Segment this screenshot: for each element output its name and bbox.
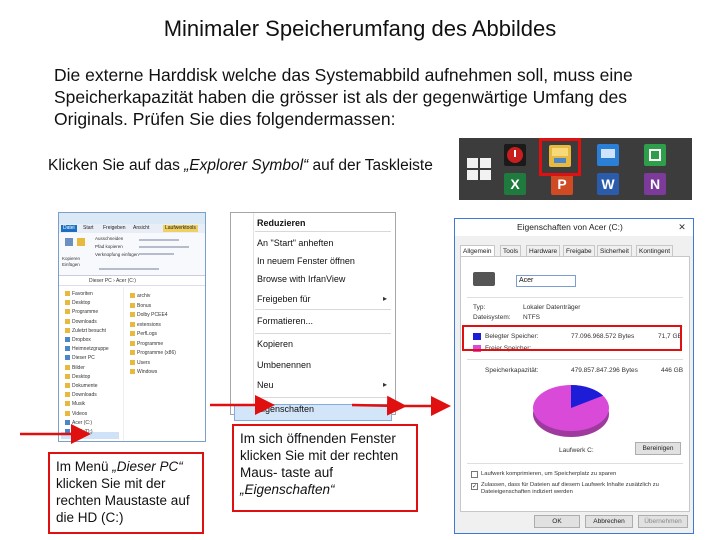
menu-item-label: Umbenennen — [257, 360, 312, 370]
address-text: Dieser PC › Acer (C:) — [89, 278, 136, 284]
file-item-label: Dolby PCEE4 — [137, 312, 168, 318]
menu-item-label: Neu — [257, 380, 274, 390]
step1-suffix: auf der Taskleiste — [308, 157, 433, 174]
onenote-icon[interactable]: N — [644, 173, 666, 195]
drive-name-field[interactable]: Acer — [516, 275, 576, 287]
ribbon-copy[interactable]: Kopieren — [62, 256, 81, 261]
chevron-right-icon: ▸ — [382, 294, 387, 303]
tree-item-label: Acer (C:) — [72, 419, 92, 426]
file-item-label: extensions — [137, 321, 161, 328]
tree-item-label: Bilder — [72, 364, 85, 371]
capacity-label: Speicherkapazität: — [485, 367, 539, 374]
file-item-label: Windows — [137, 369, 158, 375]
used-space-bytes: 77.096.968.572 Bytes — [571, 333, 635, 340]
callout-left-emphasis: „Dieser PC“ — [112, 459, 183, 474]
tree-item-label: Dropbox — [72, 337, 91, 343]
tab-tools[interactable]: Tools — [500, 245, 521, 257]
tree-item-label: Videos — [72, 410, 88, 417]
callout-middle-emphasis: „Eigenschaften“ — [240, 482, 335, 497]
tree-item-label: Dokumente — [72, 383, 98, 389]
tab-freigabe[interactable]: Freigabe — [563, 245, 595, 257]
index-option-label: Zulassen, dass für Dateien auf diesem Laufwerk Inhalte zusätzlich zu Dateieigenschaften indiziert werden — [481, 482, 659, 495]
tab-datei[interactable]: Datei — [63, 225, 75, 231]
tree-item-label: Downloads — [72, 318, 97, 325]
tree-item-label: Zuletzt besucht — [72, 327, 106, 334]
file-item-label: Bonus — [137, 302, 152, 309]
tab-start[interactable]: Start — [83, 225, 94, 231]
callout-left-prefix: Im Menü — [56, 459, 113, 474]
callout-middle-text: Im sich öffnenden Fenster klicken Sie mit der rechten Maus- taste auf — [240, 431, 399, 480]
ribbon-copy-path[interactable]: Pfad kopieren — [95, 244, 123, 249]
menu-item-label: Eigenschaften — [257, 404, 315, 414]
tab-hardware[interactable]: Hardware — [526, 245, 560, 257]
file-item-label: PerfLogs — [137, 331, 158, 337]
tree-item-label: Desktop — [72, 373, 91, 380]
close-icon[interactable]: ✕ — [678, 222, 686, 232]
tab-kontingent[interactable]: Kontingent — [636, 245, 673, 257]
index-checkbox[interactable]: ✓ — [472, 484, 478, 490]
tree-item-label: Programme — [72, 309, 99, 316]
used-space-label: Belegter Speicher: — [485, 333, 539, 340]
tree-item-label: Favoriten — [72, 291, 93, 297]
menu-item-label: Kopieren — [257, 339, 294, 349]
intro-paragraph: Die externe Harddisk welche das Systemabbild aufnehmen soll, muss eine Speicherkapazität haben die grösser ist als der gegenwärtige Umfang des Originals. Prüfen Sie dies folgendermassen: — [54, 65, 633, 129]
cleanup-button[interactable]: Bereinigen — [635, 442, 681, 455]
powerpoint-icon[interactable]: P — [551, 173, 573, 195]
type-value: Lokaler Datenträger — [523, 304, 581, 311]
filesystem-label: Dateisystem: — [473, 314, 511, 321]
menu-item-label: Formatieren... — [257, 316, 314, 326]
ribbon-paste[interactable]: Einfügen — [62, 262, 80, 267]
ribbon-paste-shortcut[interactable]: Verknüpfung einfügen — [95, 252, 139, 257]
file-item-label: Programme — [137, 340, 164, 347]
cancel-button[interactable]: Abbrechen — [585, 515, 633, 528]
tab-freigeben[interactable]: Freigeben — [103, 225, 126, 231]
tree-item-label: TIBA (D:) — [72, 429, 93, 435]
tab-ansicht[interactable]: Ansicht — [133, 225, 150, 231]
ribbon-cut[interactable]: Ausschneiden — [95, 236, 124, 241]
tab-allgemein[interactable]: Allgemein — [460, 245, 495, 257]
excel-icon[interactable]: X — [504, 173, 526, 195]
slide-title: Minimaler Speicherumfang des Abbildes — [163, 16, 557, 41]
filesystem-value: NTFS — [523, 314, 540, 321]
tab-sicherheit[interactable]: Sicherheit — [597, 245, 632, 257]
file-item-label: archiv — [137, 293, 151, 299]
type-label: Typ: — [473, 304, 486, 311]
tree-item-label: Heimnetzgruppe — [72, 346, 109, 353]
tree-item-label: Desktop — [72, 300, 91, 307]
word-icon[interactable]: W — [597, 173, 619, 195]
used-space-size: 71,7 GB — [658, 333, 682, 340]
free-space-label: Freier Speicher: — [485, 345, 532, 352]
compress-option-label: Laufwerk komprimieren, um Speicherplatz zu sparen — [481, 471, 617, 477]
menu-item-label: Browse with IrfanView — [257, 274, 346, 284]
capacity-size: 446 GB — [661, 367, 684, 374]
drive-label: Laufwerk C: — [559, 447, 594, 454]
tree-item-label: Dieser PC — [72, 355, 95, 362]
menu-item-label: Reduzieren — [257, 218, 306, 228]
tree-item-label: Downloads — [72, 392, 97, 399]
menu-item-label: Freigeben für — [257, 294, 311, 304]
capacity-bytes: 479.857.847.296 Bytes — [571, 367, 638, 374]
step1-emphasis: „Explorer Symbol“ — [184, 157, 309, 174]
callout-left-suffix: klicken Sie mit der rechten Maustaste auf die HD (C:) — [56, 476, 190, 525]
dialog-title: Eigenschaften von Acer (C:) — [517, 222, 623, 232]
menu-item-label: An "Start" anheften — [257, 238, 334, 248]
file-item-label: Programme (x86) — [137, 350, 176, 356]
menu-item-label: In neuem Fenster öffnen — [257, 256, 355, 266]
file-item-label: Users — [137, 359, 151, 366]
chevron-right-icon: ▸ — [382, 380, 387, 389]
apply-button[interactable]: Übernehmen — [638, 515, 688, 528]
tree-item-label: Musik — [72, 401, 86, 408]
arrow-to-eigenschaften — [352, 405, 402, 406]
ok-button[interactable]: OK — [534, 515, 580, 528]
tab-laufwerktools[interactable]: Laufwerktools — [165, 225, 196, 231]
step1-prefix: Klicken Sie auf das — [48, 157, 185, 174]
